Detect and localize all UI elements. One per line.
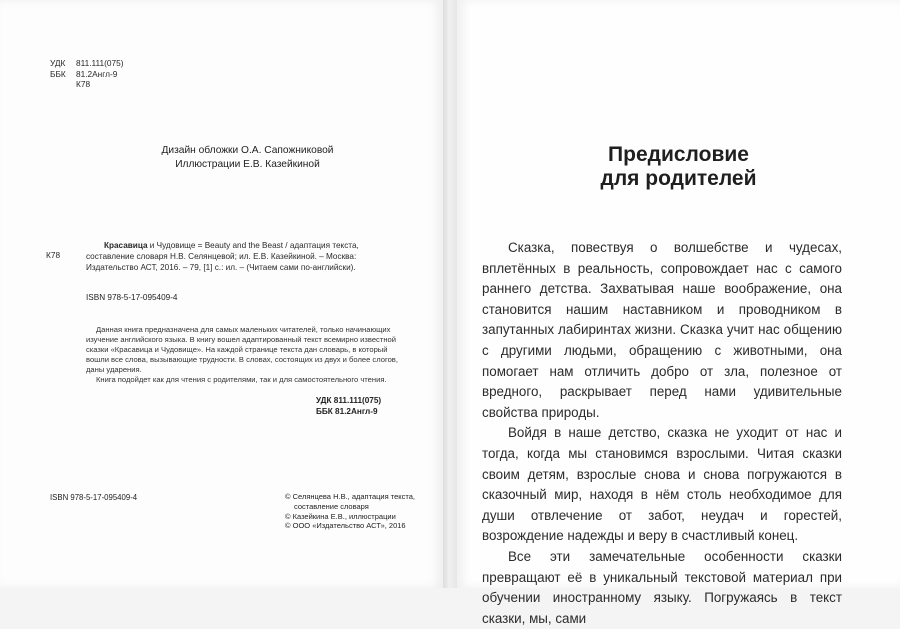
- biblio-line-3: Издательство АСТ, 2016. – 79, [1] с.: ил. – (Читаем сами по-английски).: [86, 263, 356, 272]
- copyright-line: © Селянцева Н.В., адаптация текста,: [285, 492, 415, 501]
- biblio-author-code: К78: [46, 250, 61, 260]
- bbk-label: ББК: [50, 68, 66, 79]
- annotation-line: сказки «Красавица и Чудовище». На каждой странице текста дан словарь, в который: [86, 345, 388, 354]
- udk-label: УДК: [50, 58, 66, 68]
- copyright-block: [285, 492, 415, 531]
- annotation: [86, 325, 404, 385]
- title-line-2: для родителей: [600, 167, 757, 190]
- paragraph: Войдя в наше детство, сказка не уходит от нас и тогда, когда мы становимся взрослыми. Читая сказки своим детям, взрослые снова и снова погружаются в сказочный мир, находя в нём столь необходимое для души отвлечение от забот, неудач и горестей, возрождение надежды и веру в счастливый конец.: [482, 425, 842, 544]
- paragraph: Все эти замечательные особенности сказки превращают её в уникальный текстовой материал при обучении иностранному языку. Погружаясь в текст сказки, мы, сами: [482, 548, 842, 626]
- annotation-line: Данная книга предназначена для самых маленьких читателей, только начинающих: [96, 325, 391, 334]
- preface-title: [457, 143, 900, 191]
- title-line-1: Предисловие: [608, 143, 749, 166]
- biblio-title: Красавица: [104, 241, 148, 250]
- cover-design-credit: Дизайн обложки О.А. Сапожниковой: [161, 145, 334, 156]
- credits: [0, 144, 443, 171]
- author-code: К78: [76, 79, 91, 90]
- isbn: ISBN 978-5-17-095409-4: [86, 293, 178, 302]
- bbk-row: [50, 69, 124, 80]
- annotation-last-line: Книга подойдет как для чтения с родителями, так и для самостоятельного чтения.: [96, 375, 387, 384]
- paragraph: Сказка, повествуя о волшебстве и чудесах, вплетённых в реальность, сопровождает нас с самого раннего детства. Захватывая наше воображение, она становится нашим наставником и проводником в запутанных лабиринтах жизни. Сказка учит нас общению с другими людьми, обращению с животными, она помогает нам отличить добро от зла, полезное от вредного, раскрывает перед нами удивительные свойства природы.: [482, 240, 842, 420]
- illustrations-credit: Иллюстрации Е.В. Казейкиной: [175, 158, 320, 170]
- classification-block: [50, 58, 124, 90]
- bbk-value: 81.2Англ-9: [76, 68, 118, 79]
- udk-value: 811.111(075): [76, 58, 124, 68]
- copyright-line: составление словаря: [294, 501, 369, 511]
- copyright-line: © Казейкина Е.В., иллюстрации: [285, 511, 396, 521]
- udk-bottom: УДК 811.111(075): [316, 396, 382, 405]
- copyright-line: © ООО «Издательство АСТ», 2016: [285, 521, 406, 531]
- biblio-line-1: и Чудовище = Beauty and the Beast / адаптация текста,: [147, 241, 359, 250]
- isbn-bottom: ISBN 978-5-17-095409-4: [50, 493, 138, 502]
- annotation-line: даны ударения.: [86, 365, 142, 374]
- annotation-line: изучение английского языка. В книгу вошел адаптированный текст всемирно известной: [86, 335, 396, 344]
- preface-body: [482, 238, 842, 629]
- udk-row: [50, 58, 124, 69]
- bibliographic-record: [46, 240, 418, 273]
- book-gutter: [443, 0, 457, 588]
- annotation-line: вошли все слова, вызывающие трудности. В словах, состоящих из двух и более слогов,: [86, 355, 398, 364]
- left-page: [0, 0, 443, 588]
- biblio-line-2: составление словаря Н.В. Селянцевой; ил. Е.В. Казейкиной. – Москва:: [86, 252, 357, 261]
- bbk-bottom: ББК 81.2Англ-9: [316, 406, 378, 416]
- udk-bbk-bottom: [316, 396, 381, 417]
